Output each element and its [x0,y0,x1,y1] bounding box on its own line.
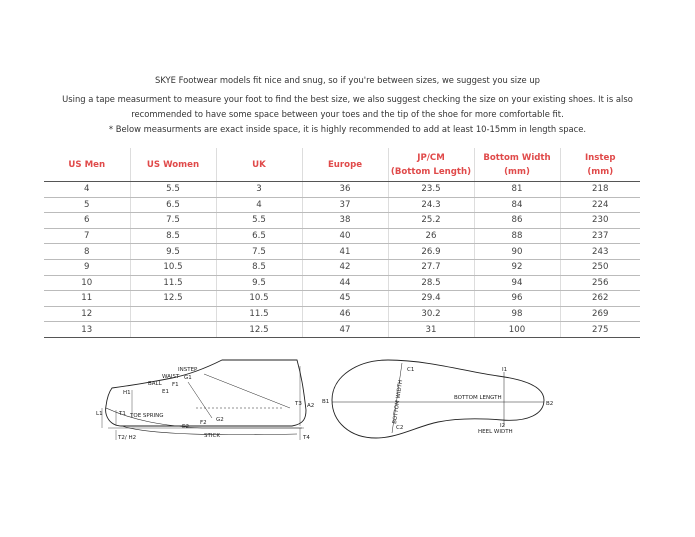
header-bottom-width: Bottom Width (mm) [474,148,560,182]
label-e1: E1 [162,389,169,395]
cell-jp-cm: 29.4 [388,291,474,307]
label-f1: F1 [172,382,179,388]
header-us-women: US Women [130,148,216,182]
header-us-men: US Men [44,148,130,182]
label-b1: B1 [322,399,330,405]
label-t1: T1 [119,411,126,417]
cell-bottom-width: 81 [474,182,560,198]
measurement-footnote: * Below measurments are exact inside space, it is highly recommended to add at least 10-15mm in length space. [108,124,587,134]
table-row [44,322,640,338]
cell-instep: 224 [560,197,640,213]
label-ball: BALL [148,381,162,387]
cell-us-women [130,322,216,338]
cell-bottom-width: 84 [474,197,560,213]
table-row [44,228,640,244]
cell-jp-cm: 25.2 [388,213,474,229]
cell-us-women: 10.5 [130,259,216,275]
cell-bottom-width: 98 [474,306,560,322]
label-heel-width: HEEL WIDTH [478,429,513,435]
cell-uk: 4 [216,197,302,213]
cell-us-men: 10 [44,275,130,291]
label-toe-spring: TOE SPRING [130,413,164,419]
label-g1: G1 [184,375,192,381]
cell-us-women: 9.5 [130,244,216,260]
header-uk: UK [216,148,302,182]
cell-us-women: 11.5 [130,275,216,291]
header-instep: Instep (mm) [560,148,640,182]
cell-instep: 275 [560,322,640,338]
label-t4: T4 [303,435,310,441]
table-row [44,182,640,198]
cell-us-men: 7 [44,228,130,244]
cell-europe: 37 [302,197,388,213]
cell-jp-cm: 26.9 [388,244,474,260]
cell-uk: 10.5 [216,291,302,307]
label-waist: WAIST [162,374,180,380]
cell-bottom-width: 88 [474,228,560,244]
cell-bottom-width: 86 [474,213,560,229]
cell-uk: 11.5 [216,306,302,322]
cell-us-women: 5.5 [130,182,216,198]
label-b2: B2 [546,401,554,407]
cell-us-women: 6.5 [130,197,216,213]
cell-europe: 41 [302,244,388,260]
cell-uk: 8.5 [216,259,302,275]
cell-instep: 243 [560,244,640,260]
label-a2: A2 [307,403,315,409]
cell-bottom-width: 96 [474,291,560,307]
table-row [44,291,640,307]
label-g2: G2 [216,417,224,423]
cell-uk: 5.5 [216,213,302,229]
table-row [44,259,640,275]
shoe-side-diagram [92,348,324,448]
cell-instep: 237 [560,228,640,244]
cell-uk: 3 [216,182,302,198]
cell-jp-cm: 24.3 [388,197,474,213]
cell-us-men: 4 [44,182,130,198]
cell-us-men: 9 [44,259,130,275]
cell-us-women: 8.5 [130,228,216,244]
cell-jp-cm: 28.5 [388,275,474,291]
cell-us-men: 11 [44,291,130,307]
cell-instep: 218 [560,182,640,198]
cell-europe: 40 [302,228,388,244]
size-chart-table [44,148,640,338]
label-i2: I2 [500,423,506,429]
measure-instructions-cont: recommended to have some space between your toes and the tip of the shoe for more comfortable fit. [131,109,564,119]
cell-bottom-width: 94 [474,275,560,291]
fit-note: SKYE Footwear models fit nice and snug, so if you're between sizes, we suggest you size up [155,75,540,85]
label-c1: C1 [407,367,415,373]
label-bottom-length: BOTTOM LENGTH [454,395,502,401]
cell-europe: 38 [302,213,388,229]
cell-uk: 9.5 [216,275,302,291]
cell-europe: 44 [302,275,388,291]
cell-europe: 47 [302,322,388,338]
cell-jp-cm: 23.5 [388,182,474,198]
table-row [44,213,640,229]
cell-us-men: 13 [44,322,130,338]
label-instep: INSTEP [178,367,198,373]
cell-europe: 36 [302,182,388,198]
cell-europe: 45 [302,291,388,307]
cell-uk: 7.5 [216,244,302,260]
cell-us-women: 12.5 [130,291,216,307]
label-h1: H1 [123,390,131,396]
cell-us-men: 8 [44,244,130,260]
label-f2: F2 [200,420,207,426]
cell-instep: 250 [560,259,640,275]
cell-jp-cm: 26 [388,228,474,244]
cell-europe: 42 [302,259,388,275]
label-bottom-width: BOTTOM WIDTH [392,379,405,425]
cell-us-men: 12 [44,306,130,322]
cell-uk: 12.5 [216,322,302,338]
table-row [44,306,640,322]
cell-instep: 230 [560,213,640,229]
label-t2-h2: T2/ H2 [118,435,137,441]
table-row [44,244,640,260]
cell-us-men: 5 [44,197,130,213]
cell-uk: 6.5 [216,228,302,244]
table-row [44,275,640,291]
cell-jp-cm: 27.7 [388,259,474,275]
cell-jp-cm: 31 [388,322,474,338]
cell-instep: 269 [560,306,640,322]
shoe-sole-diagram [318,348,564,448]
label-t3: T3 [295,401,302,407]
cell-bottom-width: 92 [474,259,560,275]
cell-bottom-width: 100 [474,322,560,338]
label-l1: L1 [96,411,103,417]
header-europe: Europe [302,148,388,182]
measure-instructions: Using a tape measurment to measure your foot to find the best size, we also suggest checking the size on your existing shoes. It is also [62,94,633,104]
label-i1: I1 [502,367,508,373]
cell-instep: 256 [560,275,640,291]
header-jp-cm: JP/CM (Bottom Length) [388,148,474,182]
label-c2: C2 [396,425,404,431]
label-e2: E2 [182,424,189,430]
cell-europe: 46 [302,306,388,322]
cell-us-men: 6 [44,213,130,229]
cell-us-women: 7.5 [130,213,216,229]
cell-instep: 262 [560,291,640,307]
table-row [44,197,640,213]
label-stick: STICK [204,433,220,439]
cell-us-women [130,306,216,322]
cell-bottom-width: 90 [474,244,560,260]
table-header-row [44,148,640,182]
cell-jp-cm: 30.2 [388,306,474,322]
